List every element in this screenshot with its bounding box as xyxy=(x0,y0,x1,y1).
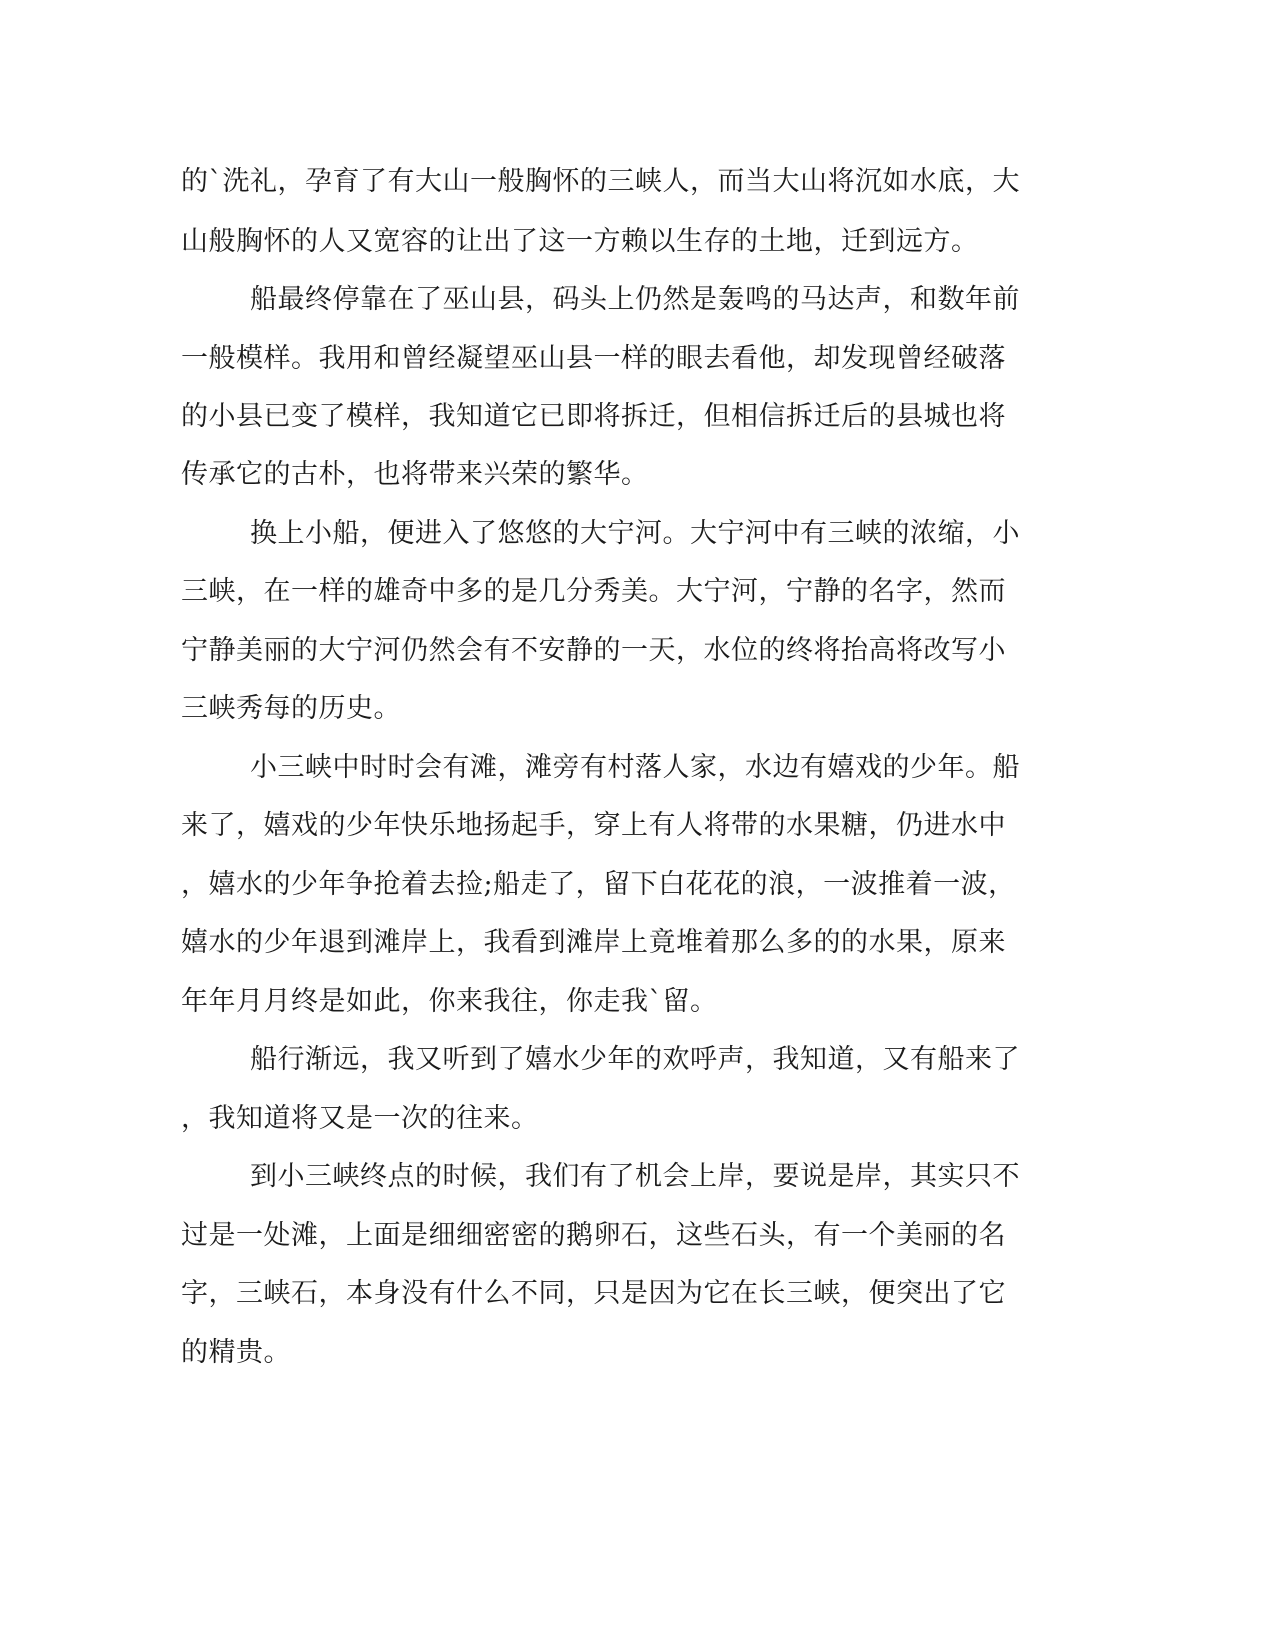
text-line: 的`洗礼，孕育了有大山一般胸怀的三峡人，而当大山将沉如水底，大 xyxy=(181,166,1020,197)
text-line: 来了，嬉戏的少年快乐地扬起手，穿上有人将带的水果糖，仍进水中 xyxy=(181,810,1006,841)
paragraph-first-line: 到小三峡终点的时候，我们有了机会上岸，要说是岸，其实只不 xyxy=(250,1161,1020,1192)
text-line: 传承它的古朴，也将带来兴荣的繁华。 xyxy=(181,459,649,490)
text-line: 一般模样。我用和曾经凝望巫山县一样的眼去看他，却发现曾经破落 xyxy=(181,343,1006,374)
text-line: 宁静美丽的大宁河仍然会有不安静的一天，水位的终将抬高将改写小 xyxy=(181,635,1006,666)
text-line: 嬉水的少年退到滩岸上，我看到滩岸上竟堆着那么多的的水果，原来 xyxy=(181,927,1006,958)
text-line: ，我知道将又是一次的往来。 xyxy=(181,1103,539,1134)
paragraph-first-line: 船最终停靠在了巫山县，码头上仍然是轰鸣的马达声，和数年前 xyxy=(250,284,1020,315)
paragraph-first-line: 船行渐远，我又听到了嬉水少年的欢呼声，我知道，又有船来了 xyxy=(250,1044,1020,1075)
text-line: ，嬉水的少年争抢着去捡;船走了，留下白花花的浪，一波推着一波， xyxy=(181,869,1016,900)
text-line: 的小县已变了模样，我知道它已即将拆迁，但相信拆迁后的县城也将 xyxy=(181,401,1006,432)
text-line: 山般胸怀的人又宽容的让出了这一方赖以生存的土地，迁到远方。 xyxy=(181,226,979,257)
paragraph-first-line: 换上小船，便进入了悠悠的大宁河。大宁河中有三峡的浓缩，小 xyxy=(250,518,1020,549)
text-line: 三峡，在一样的雄奇中多的是几分秀美。大宁河，宁静的名字，然而 xyxy=(181,576,1006,607)
text-line: 年年月月终是如此，你来我往，你走我`留。 xyxy=(181,986,718,1017)
paragraph-first-line: 小三峡中时时会有滩，滩旁有村落人家，水边有嬉戏的少年。船 xyxy=(250,752,1020,783)
text-line: 的精贵。 xyxy=(181,1337,291,1368)
text-line: 三峡秀每的历史。 xyxy=(181,693,401,724)
text-line: 过是一处滩，上面是细细密密的鹅卵石，这些石头，有一个美丽的名 xyxy=(181,1220,1006,1251)
text-line: 字，三峡石，本身没有什么不同，只是因为它在长三峡，便突出了它 xyxy=(181,1278,1006,1309)
